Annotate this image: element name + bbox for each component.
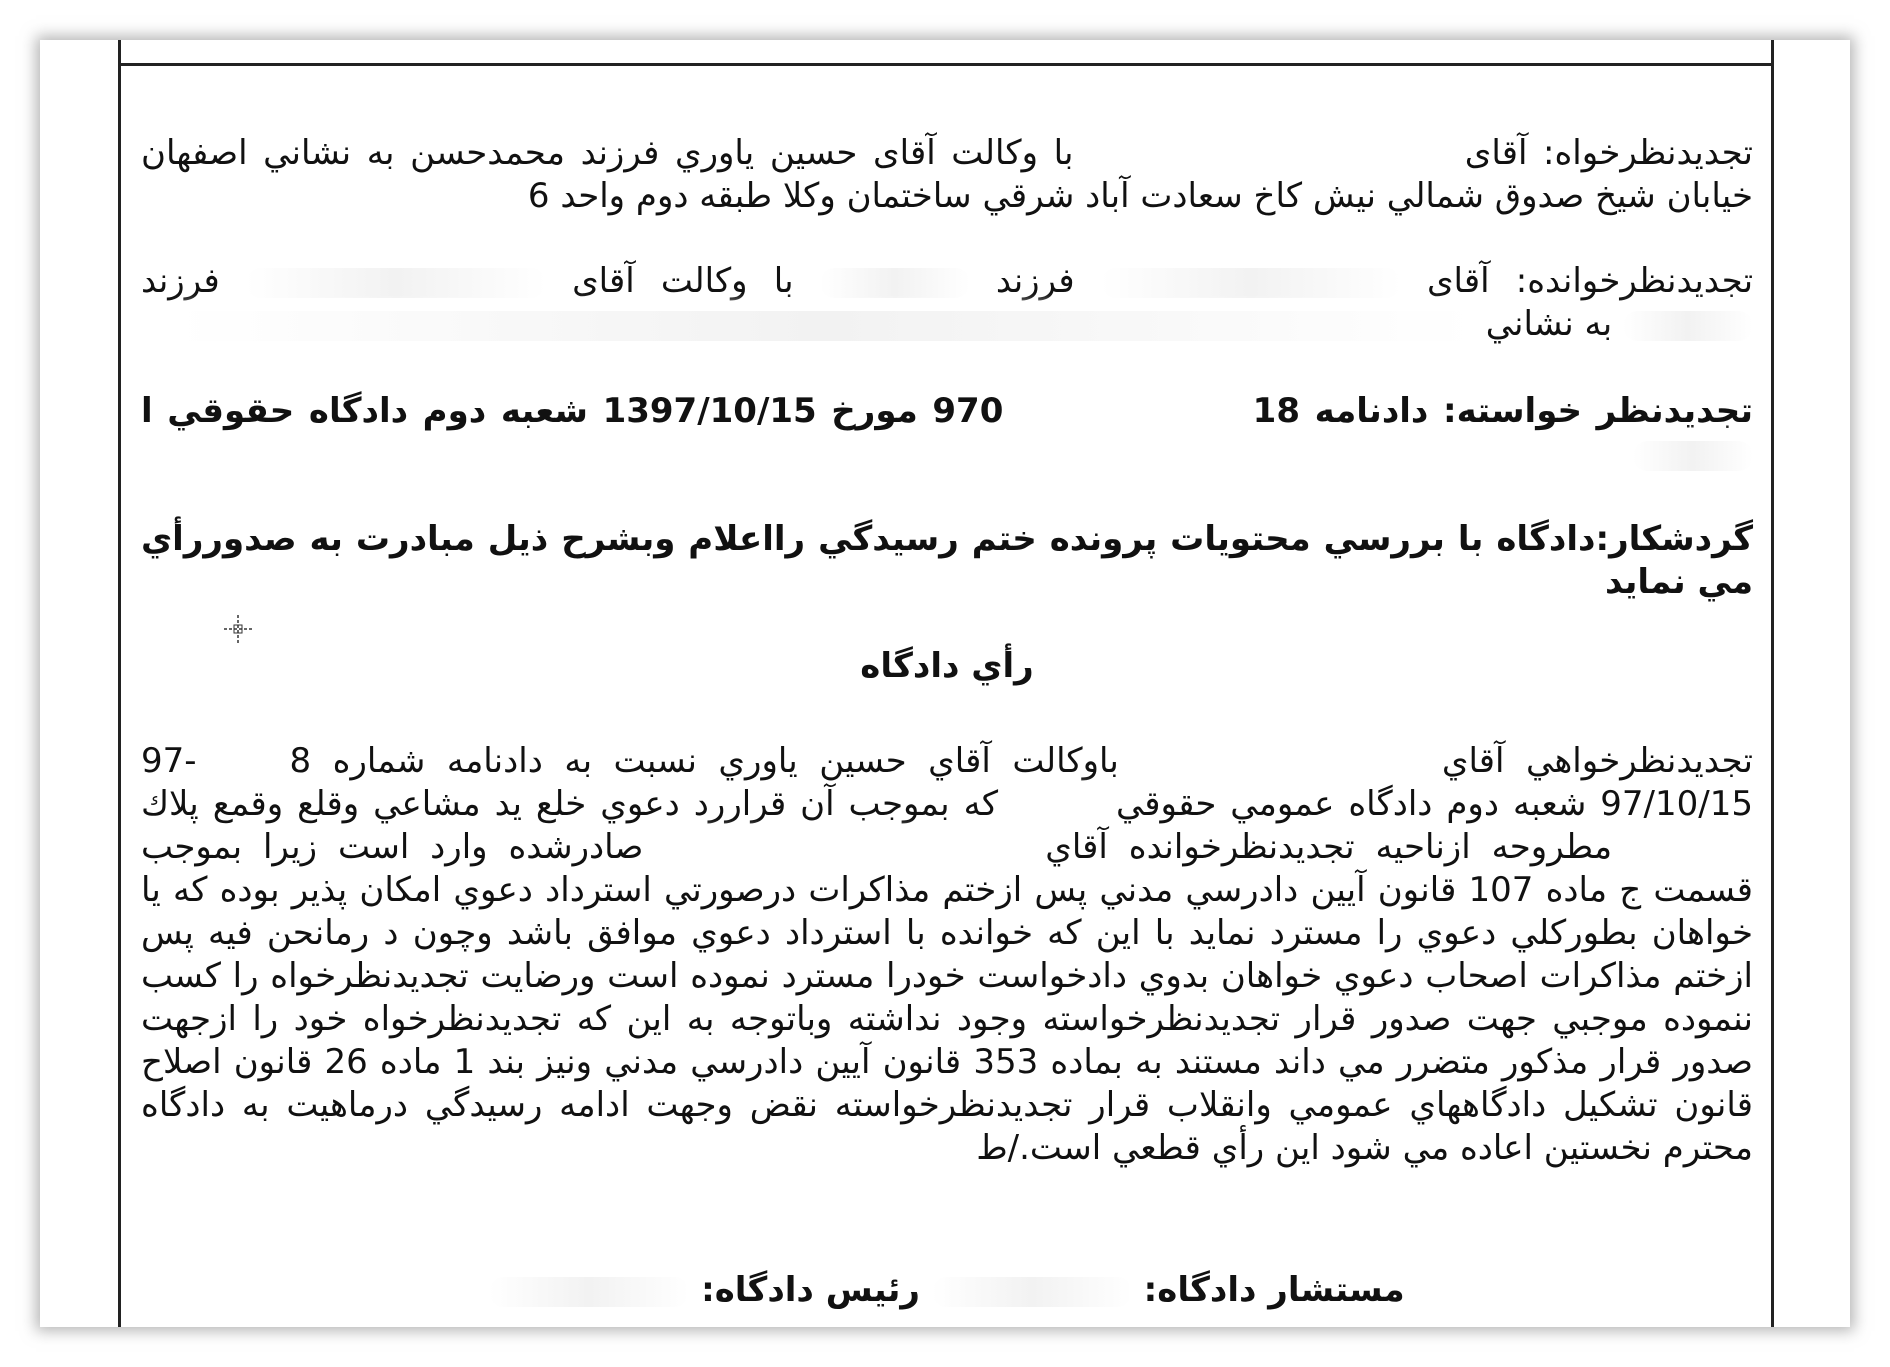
scanned-page xyxy=(40,40,1850,1327)
subject-paragraph xyxy=(141,390,1753,476)
redacted-lawyer xyxy=(246,268,546,298)
subject-line2: ا xyxy=(141,391,153,431)
subject-date-branch: مورخ 1397/10/15 شعبه دوم دادگاه حقوقي xyxy=(167,391,918,431)
subject-label: تجديدنظر خواسته: دادنامه 18 xyxy=(1252,391,1753,431)
verdict-part-1: تجديدنظرخواهي آقاي xyxy=(1441,741,1753,781)
respondent-paragraph xyxy=(141,260,1753,346)
redacted-name xyxy=(1140,747,1420,779)
advisor-label: مستشار دادگاه: xyxy=(1143,1270,1405,1310)
signature-line xyxy=(141,1270,1753,1310)
redacted-number xyxy=(1018,397,1238,429)
appellant-paragraph xyxy=(141,132,1753,218)
redacted-name xyxy=(1101,268,1401,298)
redacted-advisor xyxy=(932,1277,1132,1307)
respondent-address-label: به نشاني xyxy=(1485,304,1613,344)
appellant-address: نشاني اصفهان خيابان شيخ صدوق شمالي نيش كاخ سعادت آباد شرقي ساختمان وكلا طبقه دوم واحد 6 xyxy=(141,133,1753,216)
verdict-part-4: 97/10/15 شعبه دوم دادگاه عمومي حقوقي xyxy=(1115,784,1753,824)
verdict-part-6: مطروحه ازناحيه تجديدنظرخوانده آقاي xyxy=(1045,827,1613,867)
appellant-lawyer: با وکالت آقای حسین یاوري فرزند محمدحسن به xyxy=(366,133,1074,173)
case-summary: گردشكار:دادگاه با بررسي محتويات پرونده ختم رسيدگي رااعلام وبشرح ذيل مبادرت به صدوررأي مي نمايد xyxy=(141,519,1753,602)
redacted-text xyxy=(1623,311,1753,341)
redacted-name xyxy=(1089,139,1449,171)
redacted-respondent xyxy=(664,833,1024,865)
verdict-part-5: كه بموجب آن قراررد دعوي خلع يد مشاعي وقلع وقمع پلاك xyxy=(141,784,999,824)
top-rule xyxy=(121,63,1771,66)
respondent-lawyer-label: با وکالت آقای xyxy=(572,261,794,301)
verdict-part-3: -97 xyxy=(141,741,197,781)
redacted-plate xyxy=(1633,833,1753,865)
verdict-part-7: صادرشده وارد است زيرا بموجب قسمت ج ماده 107 قانون آيين دادرسي مدني پس ازختم مذاكرات درصورتي استرداد دعوي امكان پذير بوده كه يا خواهان بطوركلي دعوي را مسترد نمايد با اين كه خوانده با استرداد دعوي موافق باشد وچون د رمانحن فيه پس ازختم مذاكرات اصحاب دعوي خواهان بدوي دادخواست خودرا مسترد نموده است ورضايت تجديدنظرخواه را كسب ننموده موجبي جهت صدور قرار تجديدنظرخواسته وجود نداشته وباتوجه به اين كه تجديدنظرخواه خود را ازجهت صدور قرار مذكور متضرر مي داند مستند به بماده 353 قانون آيين دادرسي مدني ونيز بند 1 ماده 26 قانون اصلاح قانون تشكيل دادگاههاي عمومي وانقلاب قرار تجديدنظرخواسته نقض وجهت ادامه رسيدگي درماهيت به دادگاه محترم نخستين اعاده مي شود اين رأي قطعي است./ط xyxy=(141,827,1754,1168)
chief-label: رئيس دادگاه: xyxy=(701,1270,920,1310)
verdict-part-2: باوكالت آقاي حسين ياوري نسبت به دادنامه شماره 8 xyxy=(289,741,1119,781)
redacted-city xyxy=(1012,790,1102,822)
crosshair-cursor-icon xyxy=(223,614,253,644)
respondent-child-of-2: فرزند xyxy=(141,261,220,301)
verdict-heading: رأي دادگاه xyxy=(860,646,1034,686)
subject-number: 970 xyxy=(932,391,1004,431)
redacted-city xyxy=(1633,441,1753,471)
respondent-child-of: فرزند xyxy=(995,261,1075,301)
appellant-label: تجديدنظرخواه: آقای xyxy=(1464,133,1754,173)
redacted-digits xyxy=(218,747,268,779)
redacted-father xyxy=(820,268,970,298)
redacted-chief xyxy=(489,1277,689,1307)
verdict-body xyxy=(141,740,1753,1170)
respondent-label: تجديدنظرخوانده: آقای xyxy=(1426,261,1754,301)
redacted-address xyxy=(175,311,1475,341)
